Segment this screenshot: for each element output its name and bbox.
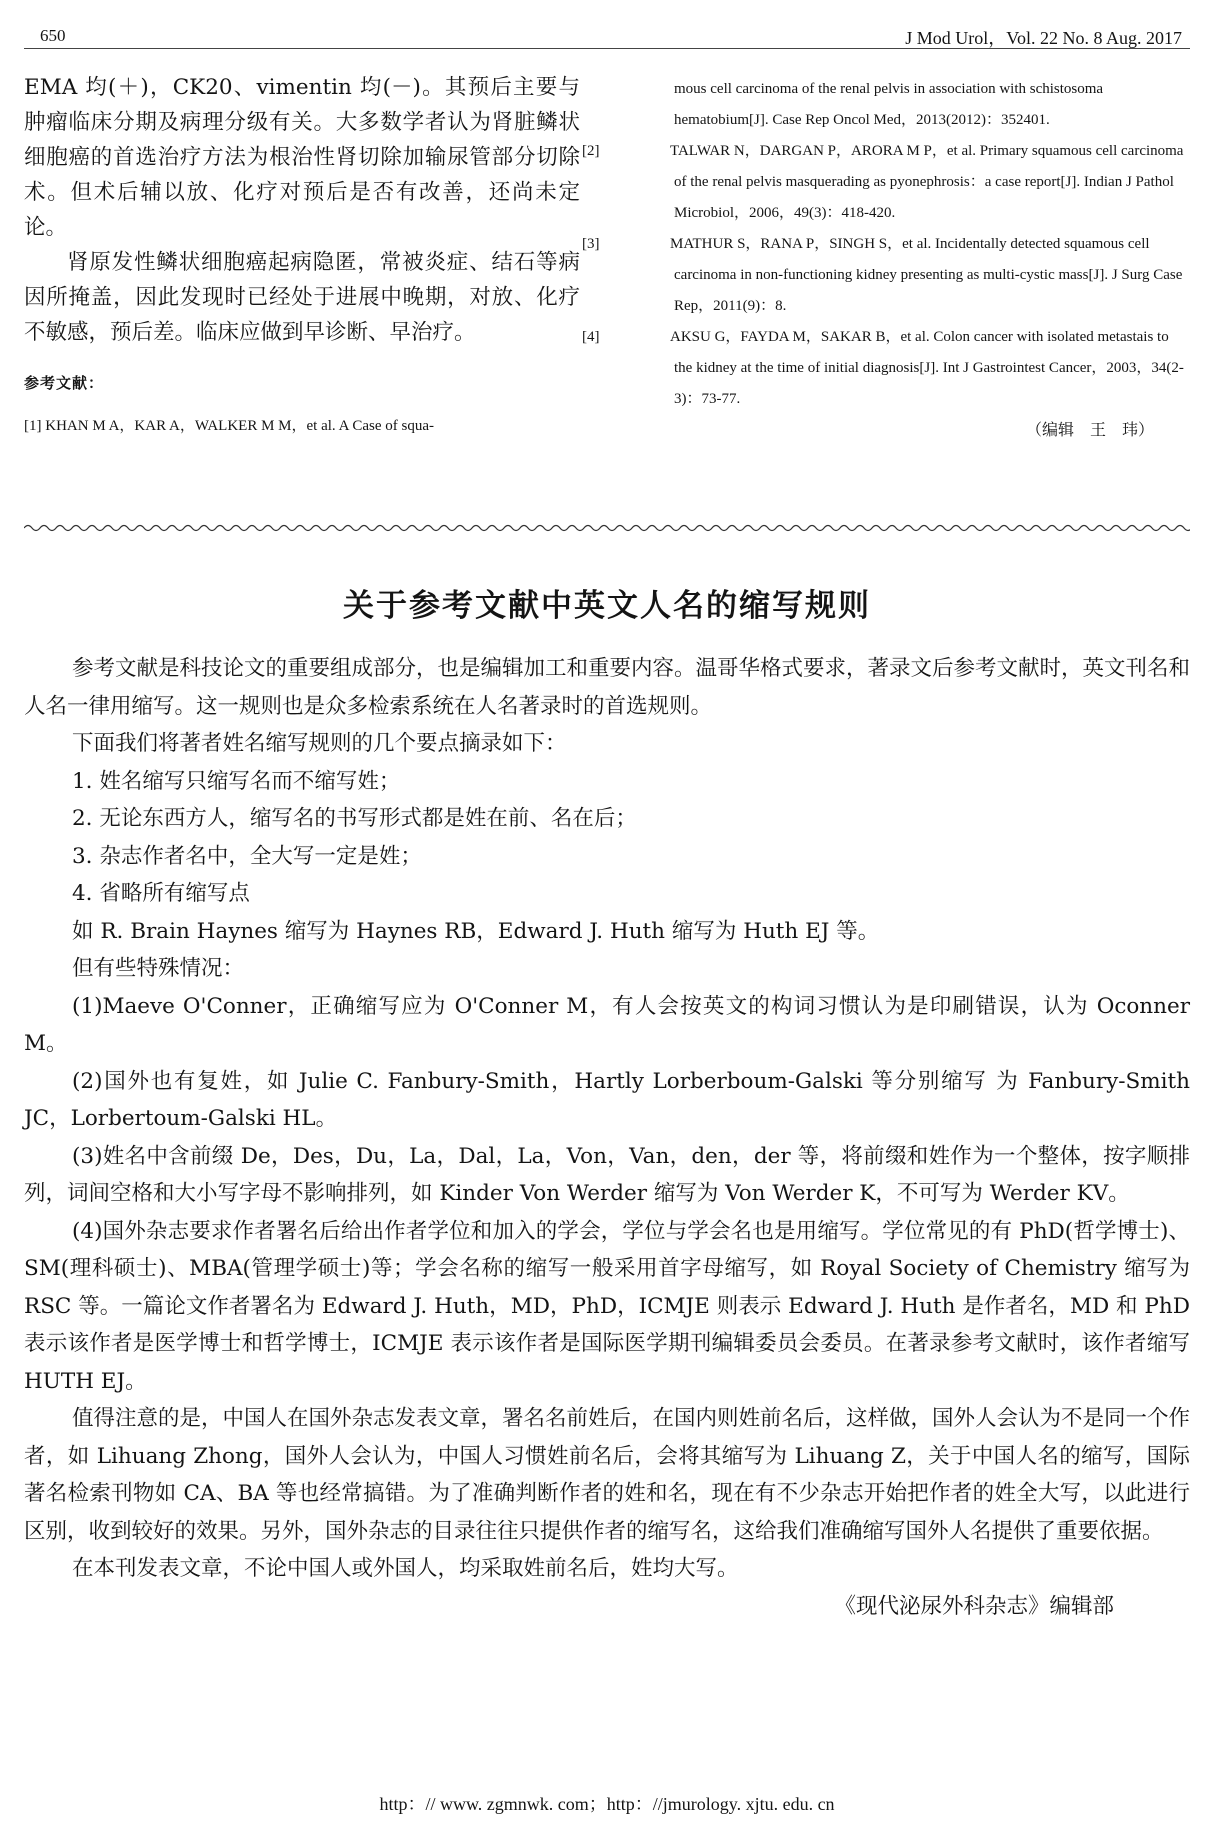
reference-label: [4] [582, 329, 600, 345]
editor-credit: （编辑 王 玮） [1025, 420, 1154, 439]
running-header [24, 20, 1188, 50]
reference-text: MATHUR S，RANA P，SINGH S，et al. Incidentally detected squamous cell carcinoma in non-functioning kidney presenting as multi-cystic mass[J]. J Surg Case Rep，2011(9)：8. [670, 236, 1183, 314]
rule-item: 2. 无论东西方人，缩写名的书写形式都是姓在前、名在后； [72, 806, 637, 831]
article-paragraph: 下面我们将著者姓名缩写规则的几个要点摘录如下： [72, 731, 567, 756]
journal-citation: J Mod Urol，Vol. 22 No. 8 Aug. 2017 [905, 28, 1182, 48]
reference-text: AKSU G，FAYDA M，SAKAR B，et al. Colon cancer with isolated metastais to the kidney at the time of initial diagnosis[J]. Int J Gastrointest Cancer，2003，34(2-3)：73-77. [670, 329, 1184, 407]
article-title: 关于参考文献中英文人名的缩写规则 [343, 588, 871, 624]
article-paragraph: 但有些特殊情况： [72, 956, 245, 981]
reference-1-start: [1] KHAN M A，KAR A，WALKER M M，et al. A Case of squa- [24, 418, 434, 434]
rule-item: 4. 省略所有缩写点 [72, 881, 250, 906]
page-number: 650 [40, 26, 66, 45]
body-paragraph: 肾原发性鳞状细胞癌起病隐匿，常被炎症、结石等病因所掩盖，因此发现时已经处于进展中晚期，对放、化疗不敏感，预后差。临床应做到早诊断、早治疗。 [24, 250, 580, 345]
special-case: (2)国外也有复姓，如 Julie C. Fanbury-Smith，Hartly Lorberboum-Galski 等分别缩写 为 Fanbury-Smith JC，Lorbertoum-Galski HL。 [24, 1068, 1190, 1131]
article-body [24, 650, 1190, 1625]
right-column [582, 74, 1190, 440]
special-case: (1)Maeve O'Conner，正确缩写应为 O'Conner M，有人会按英文的构词习惯认为是印刷错误，认为 Oconner M。 [24, 993, 1190, 1056]
article-paragraph: 在本刊发表文章，不论中国人或外国人，均采取姓前名后，姓均大写。 [72, 1556, 739, 1581]
references-heading: 参考文献： [24, 374, 105, 392]
rule-item: 3. 杂志作者名中，全大写一定是姓； [72, 843, 422, 869]
article-paragraph: 如 R. Brain Haynes 缩写为 Haynes RB，Edward J. Huth 缩写为 Huth EJ 等。 [72, 918, 880, 944]
special-case: (3)姓名中含前缀 De，Des，Du，La，Dal，La，Von，Van，den，der 等，将前缀和姓作为一个整体，按字顺排列，词间空格和大小写字母不影响排列，如 Kinder Von Werder 缩写为 Von Werder K，不可写为 Werder KV。 [24, 1143, 1190, 1206]
reference-label: [2] [582, 143, 600, 159]
reference-2 [582, 136, 1190, 229]
article-paragraph: 参考文献是科技论文的重要组成部分，也是编辑加工和重要内容。温哥华格式要求，著录文后参考文献时，英文刊名和人名一律用缩写。这一规则也是众多检索系统在人名著录时的首选规则。 [24, 656, 1191, 719]
wavy-section-divider [24, 522, 1190, 534]
rule-item: 1. 姓名缩写只缩写名而不缩写姓； [72, 768, 401, 794]
special-case: (4)国外杂志要求作者署名后给出作者学位和加入的学会，学位与学会名也是用缩写。学位常见的有 PhD(哲学博士)、SM(理科硕士)、MBA(管理学硕士)等；学会名称的缩写一般采用首字母缩写，如 Royal Society of Chemistry 缩写为 RSC 等。一篇论文作者署名为 Edward J. Huth，MD，PhD，ICMJE 则表示 Edward J. Huth 是作者名，MD 和 PhD 表示该作者是医学博士和哲学博士，ICMJE 表示该作者是国际医学期刊编辑委员会委员。在著录参考文献时，该作者缩写 HUTH EJ。 [24, 1218, 1190, 1394]
reference-label: [3] [582, 236, 600, 252]
reference-text: TALWAR N，DARGAN P，ARORA M P，et al. Primary squamous cell carcinoma of the renal pelvis masquerading as pyonephrosis：a case report[J]. Indian J Pathol Microbiol，2006，49(3)：418-420. [670, 143, 1184, 221]
reference-1-continued: mous cell carcinoma of the renal pelvis in association with schistosoma hematobium[J]. Case Rep Oncol Med，2013(2012)：352401. [674, 81, 1104, 128]
reference-4 [582, 322, 1190, 415]
reference-3 [582, 229, 1190, 322]
body-paragraph: EMA 均(＋)，CK20、vimentin 均(－)。其预后主要与肿瘤临床分期及病理分级有关。大多数学者认为肾脏鳞状细胞癌的首选治疗方法为根治性肾切除加输尿管部分切除术。但术后辅以放、化疗对预后是否有改善，还尚未定论。 [24, 75, 580, 240]
footer-urls: http：// www. zgmnwk. com；http：//jmurology. xjtu. edu. cn [379, 1794, 835, 1814]
article-paragraph: 值得注意的是，中国人在国外杂志发表文章，署名名前姓后，在国内则姓前名后，这样做，国外人会认为不是同一个作者，如 Lihuang Zhong，国外人会认为，中国人习惯姓前名后，会将其缩写为 Lihuang Z，关于中国人名的缩写，国际著名检索刊物如 CA、BA 等也经常搞错。为了准确判断作者的姓和名，现在有不少杂志开始把作者的姓全大写，以此进行区别，收到较好的效果。另外，国外杂志的目录往往只提供作者的缩写名，这给我们准确缩写国外人名提供了重要依据。 [24, 1406, 1191, 1544]
left-column [24, 70, 580, 442]
header-divider [24, 48, 1190, 49]
editorial-signature: 《现代泌尿外科杂志》编辑部 [834, 1593, 1114, 1619]
